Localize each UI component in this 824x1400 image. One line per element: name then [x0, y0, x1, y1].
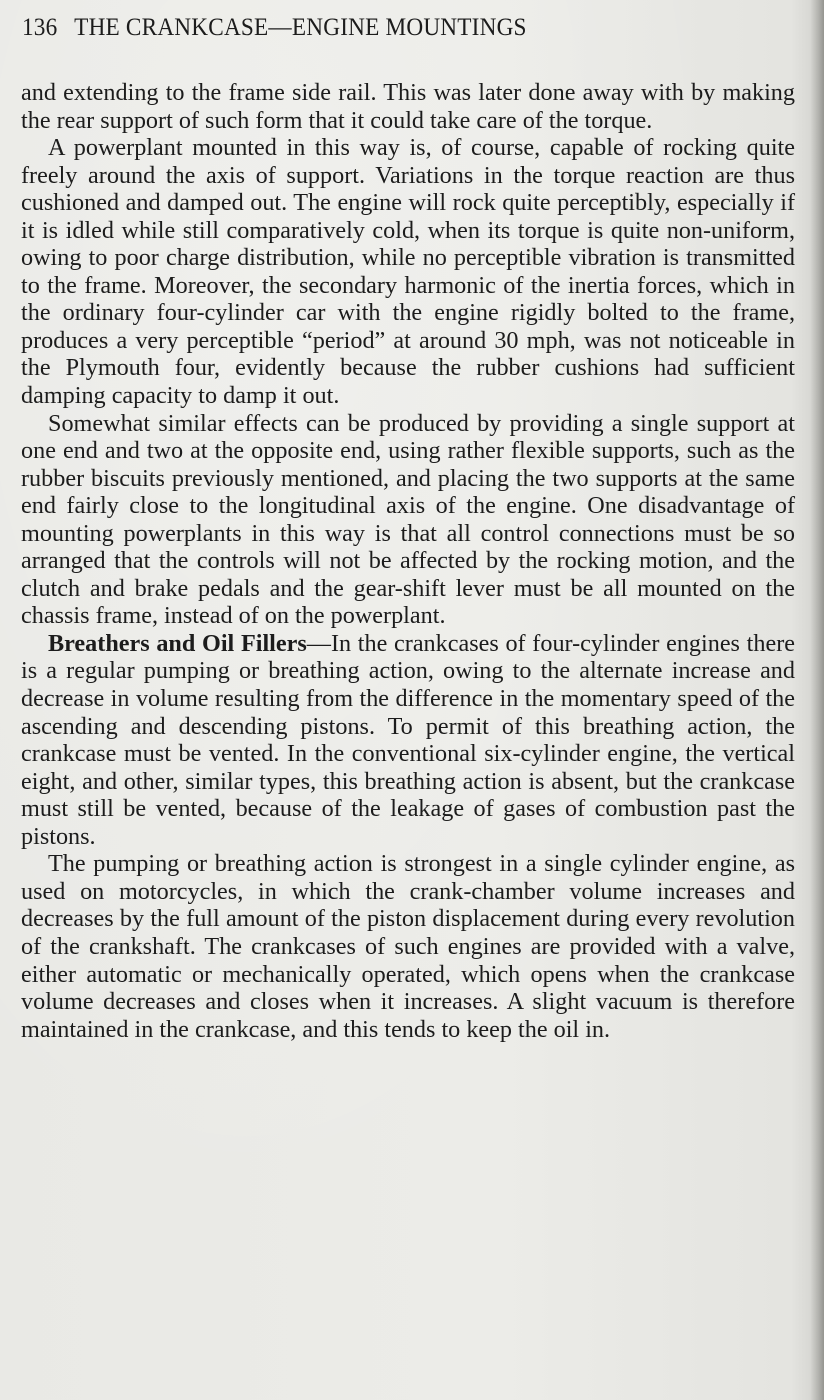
running-header: [22, 14, 747, 42]
section-run-in-heading: Breathers and Oil Fillers: [48, 629, 307, 657]
running-title: THE CRANKCASE—ENGINE MOUNTINGS: [74, 14, 527, 41]
paragraph-breathers-text: —In the crankcases of four-cylinder engines there is a regular pumping or breathing action, owing to the alternate increase and decrease in volume resulting from the difference in the momentary speed of the ascending and descending pistons. To permit of this breathing action, the crankcase must be vented. In the conventional six-cylinder engine, the vertical eight, and other, similar types, this breathing action is absent, but the crankcase must still be vented, because of the leakage of gases of combustion past the pistons.: [21, 629, 795, 850]
paragraph-powerplant-rocking: A powerplant mounted in this way is, of course, capable of rocking quite freely around the axis of support. Variations in the torque reaction are thus cushioned and damped out. The engine will rock quite perceptibly, especially if it is idled while still comparatively cold, when its torque is quite non-uniform, owing to poor charge distribution, while no perceptible vibration is transmitted to the frame. Moreover, the secondary harmonic of the inertia forces, which in the ordinary four-cylinder car with the engine rigidly bolted to the frame, produces a very perceptible “period” at around 30 mph, was not noticeable in the Plymouth four, evidently because the rubber cushions had sufficient damping capacity to damp it out.: [21, 134, 795, 410]
paragraph-continuation: and extending to the frame side rail. This was later done away with by making the rear support of such form that it could take care of the torque.: [21, 79, 795, 134]
page-number: 136: [22, 14, 58, 41]
paragraph-single-cylinder: The pumping or breathing action is strongest in a single cylinder engine, as used on motorcycles, in which the crank-chamber volume increases and decreases by the full amount of the piston displacement during every revolution of the crankshaft. The crankcases of such engines are provided with a valve, either automatic or mechanically operated, which opens when the crankcase volume decreases and closes when it increases. A slight vacuum is therefore maintained in the crankcase, and this tends to keep the oil in.: [21, 850, 795, 1043]
body-text: [21, 79, 795, 1043]
paragraph-similar-effects: Somewhat similar effects can be produced by providing a single support at one end and two at the opposite end, using rather flexible supports, such as the rubber biscuits previously mentioned, and placing the two supports at the same end fairly close to the longitudinal axis of the engine. One disadvantage of mounting powerplants in this way is that all control connections must be so arranged that the controls will not be affected by the rocking motion, and the clutch and brake pedals and the gear-shift lever must be all mounted on the chassis frame, instead of on the powerplant.: [21, 409, 795, 630]
paragraph-breathers: [21, 630, 795, 850]
page-edge-shadow: [810, 0, 824, 1400]
